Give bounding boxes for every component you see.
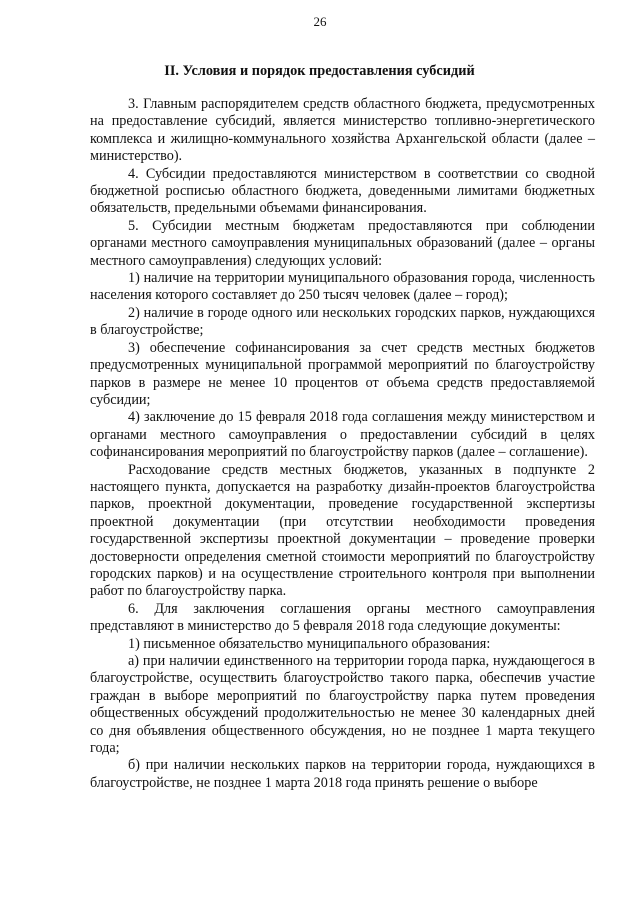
body-text — [90, 96, 595, 792]
paragraph-subitem-5-1: 1) наличие на территории муниципального образования города, численность населения которого составляет до 250 тысяч человек (далее – город); — [90, 270, 595, 304]
section-heading: II. Условия и порядок предоставления субсидий — [164, 63, 475, 79]
paragraph-subitem-6-1-a: а) при наличии единственного на территории города парка, нуждающегося в благоустройстве, осуществить благоустройство такого парка, обеспечив участие граждан в выборе мероприятий по благоустройству парка путем проведения общественных обсуждений продолжительностью не менее 30 календарных дней со дня объявления общественного обсуждения, но не позднее 1 марта текущего года; — [90, 653, 595, 757]
paragraph-item-3: 3. Главным распорядителем средств областного бюджета, предусмотренных на предоставление субсидий, является министерство топливно-энергетического комплекса и жилищно-коммунального хозяйства Архангельской области (далее – министерство). — [90, 96, 595, 165]
paragraph-subitem-6-1: 1) письменное обязательство муниципального образования: — [128, 635, 491, 652]
page-number: 26 — [313, 14, 327, 29]
paragraph-subitem-5-2: 2) наличие в городе одного или нескольких городских парков, нуждающихся в благоустройстве; — [90, 304, 595, 339]
paragraph-item-5: 5. Субсидии местным бюджетам предоставляются при соблюдении органами местного самоуправления муниципальных образований (далее – органы местного самоуправления) следующих условий: — [90, 217, 595, 269]
paragraph-subitem-6-1-b: б) при наличии нескольких парков на территории города, нуждающихся в благоустройстве, не позднее 1 марта 2018 года принять решение о выборе — [90, 757, 595, 791]
paragraph-item-4: 4. Субсидии предоставляются министерством в соответствии со сводной бюджетной росписью областного бюджета, доведенными лимитами бюджетных обязательств, предельными объемами финансирования. — [90, 165, 595, 217]
paragraph-subitem-5-4: 4) заключение до 15 февраля 2018 года соглашения между министерством и органами местного самоуправления о предоставлении субсидий в целях софинансирования мероприятий по благоустройству парков (далее – соглашение). — [90, 409, 595, 461]
paragraph-subitem-5-3: 3) обеспечение софинансирования за счет средств местных бюджетов предусмотренных муниципальной программой мероприятий по благоустройству парков в размере не менее 10 процентов от объема средств предоставляемой субсидии; — [90, 339, 595, 408]
paragraph-spending-note: Расходование средств местных бюджетов, указанных в подпункте 2 настоящего пункта, допускается на разработку дизайн-проектов благоустройства парков, проектной документации, проведение государственной экспертизы проектной документации (при отсутствии необходимости проведения государственной экспертизы проектной документации – проведение проверки достоверности определения сметной стоимости мероприятий по благоустройству городских парков) и на осуществление строительного контроля при выполнении работ по благоустройству парка. — [90, 461, 595, 600]
paragraph-item-6: 6. Для заключения соглашения органы местного самоуправления представляют в министерство до 5 февраля 2018 года следующие документы: — [90, 600, 595, 635]
